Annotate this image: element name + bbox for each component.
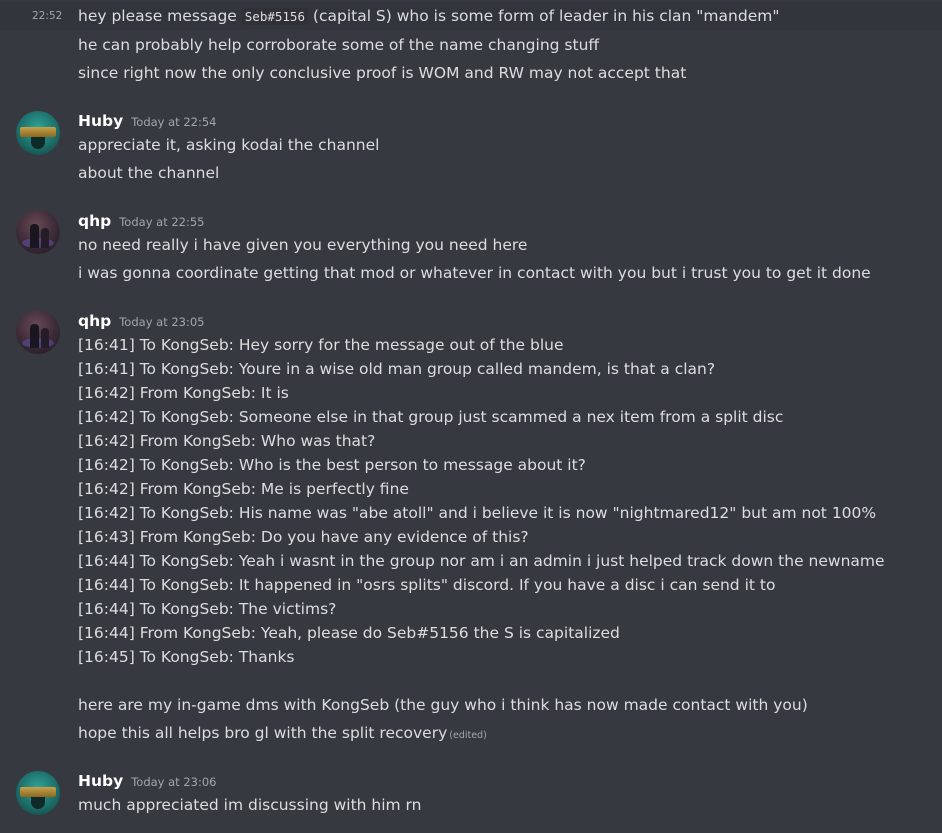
dm-log-line[interactable]: [16:44] To KongSeb: Yeah i wasnt in the group nor am i an admin i just helped track down the newname (78, 552, 885, 570)
message-header (78, 310, 205, 332)
dm-log-line[interactable]: [16:42] From KongSeb: Me is perfectly fine (78, 480, 409, 498)
message-side-timestamp: 22:52 (32, 10, 63, 22)
username[interactable]: qhp (78, 212, 112, 230)
message-header (78, 210, 205, 232)
message-header (78, 770, 217, 792)
message-text[interactable]: i was gonna coordinate getting that mod or whatever in contact with you but i trust you to get it done (78, 264, 871, 282)
message-text[interactable]: no need really i have given you everything you need here (78, 236, 528, 254)
dm-log-line[interactable]: [16:44] From KongSeb: Yeah, please do Seb#5156 the S is capitalized (78, 624, 620, 642)
dm-log-line[interactable]: [16:42] To KongSeb: Someone else in that group just scammed a nex item from a split disc (78, 408, 784, 426)
dm-log-line[interactable]: [16:41] To KongSeb: Youre in a wise old man group called mandem, is that a clan? (78, 360, 716, 378)
dm-log-line[interactable]: [16:42] From KongSeb: It is (78, 384, 289, 402)
edited-label: (edited) (449, 730, 487, 741)
message-timestamp[interactable]: Today at 23:06 (131, 775, 217, 789)
username[interactable]: qhp (78, 312, 112, 330)
clan-emblem-icon (20, 787, 56, 797)
message-header (78, 110, 217, 132)
inline-code: Seb#5156 (242, 8, 308, 25)
dm-log-line[interactable]: [16:42] To KongSeb: Who is the best person to message about it? (78, 456, 586, 474)
user-avatar[interactable] (16, 111, 60, 155)
user-avatar[interactable] (16, 210, 60, 254)
message-text[interactable]: he can probably help corroborate some of the name changing stuff (78, 36, 600, 54)
message-text[interactable]: since right now the only conclusive proof is WOM and RW may not accept that (78, 64, 687, 82)
message-text[interactable]: hope this all helps bro gl with the split recovery (edited) (78, 724, 487, 742)
figure-icon (30, 224, 39, 248)
username[interactable]: Huby (78, 772, 124, 790)
message-text[interactable]: about the channel (78, 164, 220, 182)
figure-icon (30, 324, 39, 348)
dm-log-line[interactable]: [16:42] To KongSeb: His name was "abe atoll" and i believe it is now "nightmared12" but am not 100% (78, 504, 877, 522)
username[interactable]: Huby (78, 112, 124, 130)
message-timestamp[interactable]: Today at 23:05 (119, 315, 205, 329)
message-timestamp[interactable]: Today at 22:55 (119, 215, 205, 229)
dm-log-line[interactable]: [16:43] From KongSeb: Do you have any evidence of this? (78, 528, 529, 546)
clan-emblem-icon (20, 127, 56, 137)
user-avatar[interactable] (16, 771, 60, 815)
dm-log-line[interactable]: [16:42] From KongSeb: Who was that? (78, 432, 376, 450)
message-timestamp[interactable]: Today at 22:54 (131, 115, 217, 129)
message-text[interactable]: much appreciated im discussing with him rn (78, 796, 422, 814)
dm-log-line[interactable]: [16:44] To KongSeb: The victims? (78, 600, 337, 618)
message-text[interactable]: appreciate it, asking kodai the channel (78, 136, 380, 154)
dm-log-line[interactable]: [16:41] To KongSeb: Hey sorry for the message out of the blue (78, 336, 564, 354)
user-avatar[interactable] (16, 310, 60, 354)
message-text[interactable]: hey please message Seb#5156 (capital S) who is some form of leader in his clan "mandem" (78, 7, 780, 25)
dm-log-line[interactable]: [16:45] To KongSeb: Thanks (78, 648, 295, 666)
dm-log-line[interactable]: [16:44] To KongSeb: It happened in "osrs splits" discord. If you have a disc i can send it to (78, 576, 776, 594)
message-text[interactable]: here are my in-game dms with KongSeb (the guy who i think has now made contact with you) (78, 696, 808, 714)
